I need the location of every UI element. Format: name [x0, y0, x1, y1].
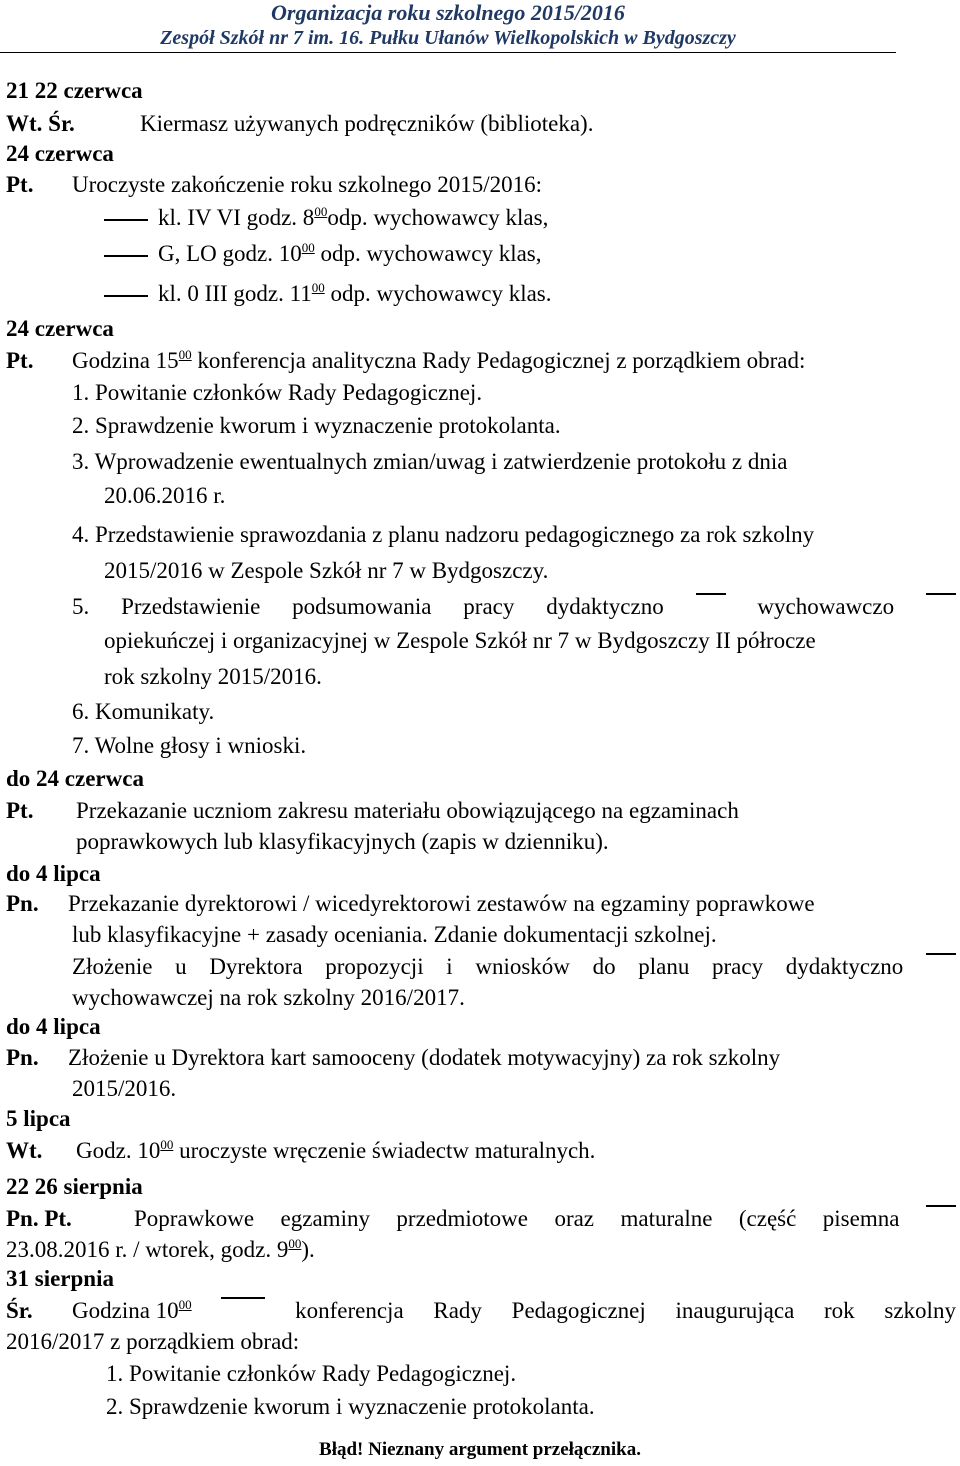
entry-text: 2016/2017 z porządkiem obrad: — [6, 1329, 300, 1354]
agenda-item: 1. Powitanie członków Rady Pedagogicznej. — [72, 380, 483, 405]
entry-day: Pn. Pt. — [6, 1206, 72, 1231]
entry-text: Godzina $15^{00}$ konferencja analityczna Rady Pedagogicznej z porządkiem obrad: — [72, 347, 806, 373]
entry-text: Złożenie u Dyrektora propozycji i wniosków do planu pracy dydaktyczno — [72, 953, 956, 981]
running-header — [0, 0, 896, 50]
entry-day: Pn. — [6, 1045, 39, 1070]
entry-text: 2015/2016. — [72, 1076, 177, 1101]
entry-date: do 24 czerwca — [6, 766, 144, 791]
entry-date: 24 czerwca — [6, 316, 114, 341]
agenda-item: 7. Wolne głosy i wnioski. — [72, 733, 307, 758]
agenda-item: 3. Wprowadzenie ewentualnych zmian/uwag i zatwierdzenie protokołu z dnia — [72, 449, 788, 474]
entry-text: 23.08.2016 r. / wtorek, godz. $9^{00}$). — [6, 1236, 315, 1262]
entry-day: Pt. — [6, 348, 34, 373]
agenda-item: 1. Powitanie członków Rady Pedagogicznej. — [106, 1361, 517, 1386]
header-school: Zespół Szkół nr 7 im. 16. Pułku Ułanów Wielkopolskich w Bydgoszczy — [160, 27, 736, 50]
agenda-item-cont: 2015/2016 w Zespole Szkół nr 7 w Bydgoszczy. — [104, 558, 549, 583]
agenda-item: 6. Komunikaty. — [72, 699, 215, 724]
entry-date: do 4 lipca — [6, 861, 101, 886]
entry-day: Wt. — [6, 1138, 43, 1163]
entry-date: 5 lipca — [6, 1106, 71, 1131]
entry-date: 31 sierpnia — [6, 1266, 114, 1291]
entry-text: Godzina $10^{00}$ konferencja Rady Pedagogicznej inaugurująca rok szkolny — [72, 1297, 956, 1323]
entry-day: Wt. Śr. — [6, 111, 75, 136]
list-item: kl. IV VI godz. $8^{00}odp$. wychowawcy klas, — [104, 204, 548, 232]
agenda-item-cont: opiekuńczej i organizacyjnej w Zespole Szkół nr 7 w Bydgoszczy II półrocze — [104, 628, 816, 653]
entry-date: 21 22 czerwca — [6, 78, 143, 103]
header-rule — [0, 52, 896, 53]
agenda-item: 4. Przedstawienie sprawozdania z planu nadzoru pedagogicznego za rok szkolny — [72, 522, 815, 547]
agenda-item-cont: rok szkolny 2015/2016. — [104, 664, 322, 689]
dash-bullet — [104, 255, 148, 257]
entry-date: do 4 lipca — [6, 1014, 101, 1039]
footer-error: Błąd! Nieznany argument przełącznika. — [319, 1439, 641, 1460]
entry-text: Złożenie u Dyrektora kart samooceny (dodatek motywacyjny) za rok szkolny — [68, 1045, 781, 1070]
entry-text: Uroczyste zakończenie roku szkolnego 2015/2016: — [72, 172, 543, 197]
agenda-item: 2. Sprawdzenie kworum i wyznaczenie protokolanta. — [72, 413, 561, 438]
entry-text: Poprawkowe egzaminy przedmiotowe oraz maturalne (część pisemna — [134, 1205, 956, 1233]
entry-text: Przekazanie uczniom zakresu materiału obowiązującego na egzaminach — [76, 798, 739, 823]
dash-bullet — [104, 219, 148, 221]
entry-text: Kiermasz używanych podręczników (biblioteka). — [140, 111, 594, 136]
agenda-item-cont: 20.06.2016 r. — [104, 483, 226, 508]
entry-text: Przekazanie dyrektorowi / wicedyrektorowi zestawów na egzaminy poprawkowe — [68, 891, 815, 916]
list-item: G, LO godz. $10^{00}$ odp. wychowawcy klas, — [104, 240, 542, 268]
entry-date: 22 26 sierpnia — [6, 1174, 143, 1199]
entry-day: Pt. — [6, 172, 34, 197]
entry-text: wychowawczej na rok szkolny 2016/2017. — [72, 985, 465, 1010]
agenda-item: 5. Przedstawienie podsumowania pracy dydaktyczno wychowawczo — [72, 593, 956, 621]
dash-bullet — [104, 295, 148, 297]
entry-text: lub klasyfikacyjne + zasady oceniania. Zdanie dokumentacji szkolnej. — [72, 922, 717, 947]
entry-day: Pn. — [6, 891, 39, 916]
entry-day: Śr. — [6, 1298, 33, 1323]
header-title: Organizacja roku szkolnego 2015/2016 — [271, 0, 625, 25]
entry-day: Pt. — [6, 798, 34, 823]
list-item: kl. 0 III godz. $11^{00}$ odp. wychowawcy klas. — [104, 280, 552, 308]
entry-date: 24 czerwca — [6, 141, 114, 166]
agenda-item: 2. Sprawdzenie kworum i wyznaczenie protokolanta. — [106, 1394, 595, 1419]
entry-text: poprawkowych lub klasyfikacyjnych (zapis w dzienniku). — [76, 829, 609, 854]
entry-text: Godz. $10^{00}$ uroczyste wręczenie świadectw maturalnych. — [76, 1137, 596, 1163]
